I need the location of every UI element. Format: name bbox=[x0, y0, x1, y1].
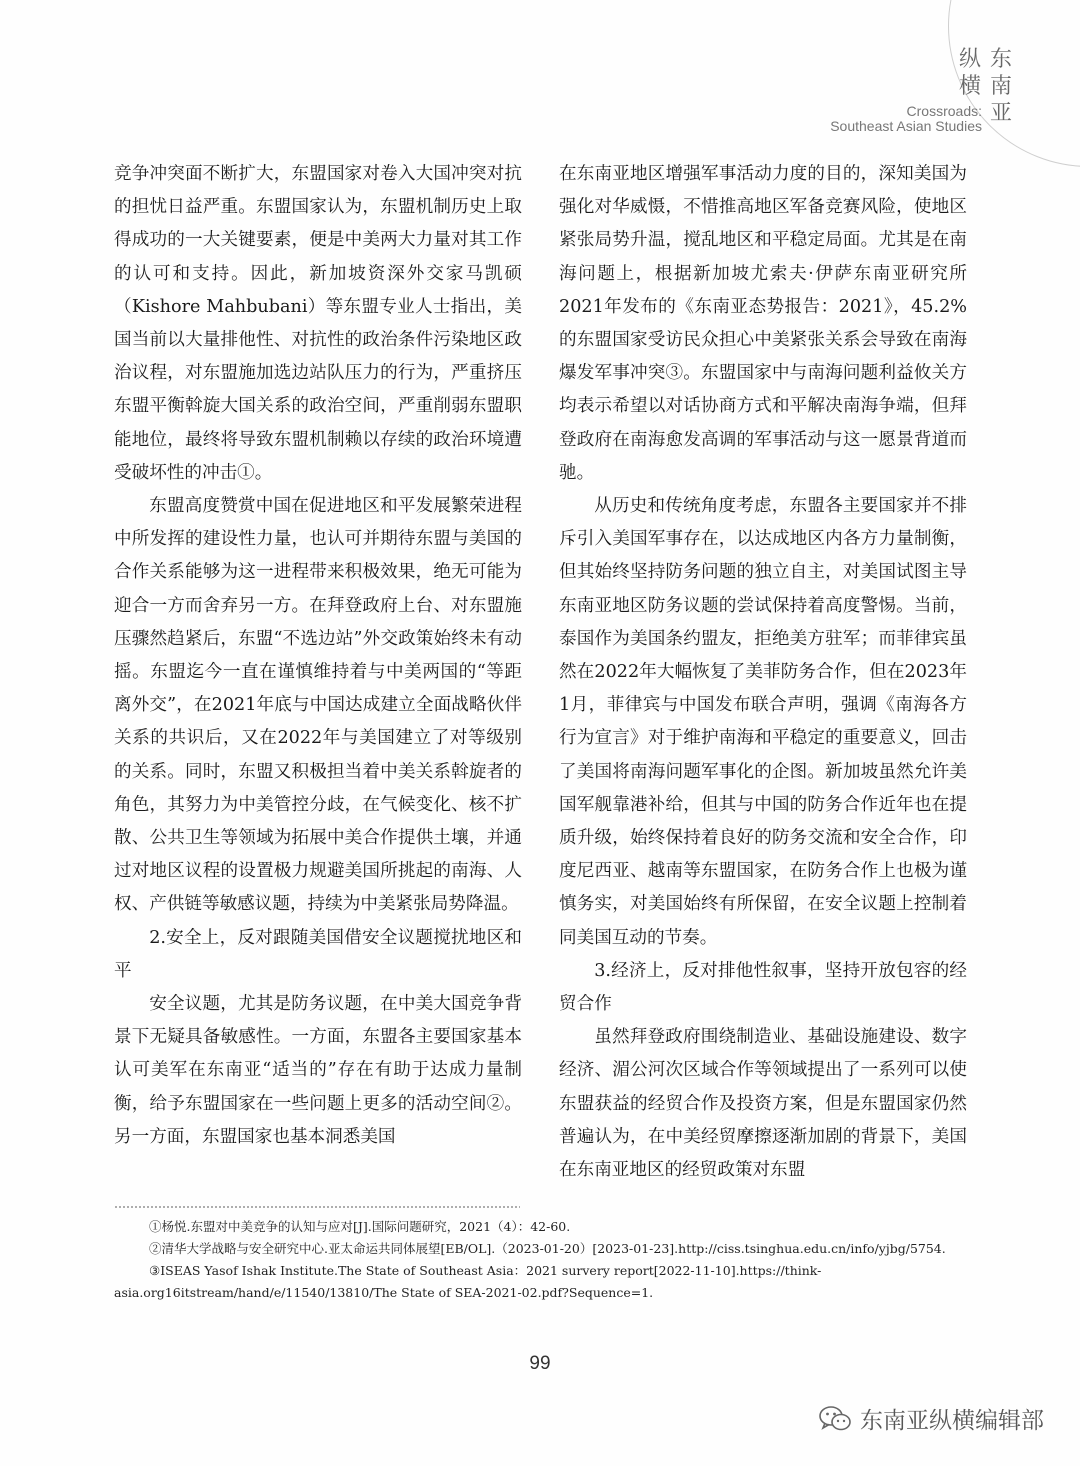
header-char: 亚 bbox=[989, 101, 1012, 126]
journal-title-chinese-right bbox=[989, 46, 1013, 127]
paragraph: 竞争冲突面不断扩大，东盟国家对卷入大国冲突对抗的担忧日益严重。东盟国家认为，东盟机制历史上取得成功的一大关键要素，便是中美两大力量对其工作的认可和支持。因此，新加坡资深外交家马凯硕（Kishore Mahbubani）等东盟专业人士指出，美国当前以大量排他性、对抗性的政治条件污染地区政治议程，对东盟施加选边站队压力的行为，严重挤压东盟平衡斡旋大国关系的政治空间，严重削弱东盟职能地位，最终将导致东盟机制赖以存续的政治环境遭受破坏性的冲击①。 bbox=[114, 164, 522, 483]
footnote: ③ISEAS Yasof Ishak Institute.The State of Southeast Asia：2021 survery report[2022-11-10].https://think-asia.org16itstream/hand/e/11540/13810/The State of SEA-2021-02.pdf?Sequence=1. bbox=[114, 1263, 822, 1300]
journal-title-chinese-left bbox=[958, 46, 982, 100]
header-char: 横 bbox=[958, 74, 981, 99]
header-char: 东 bbox=[989, 47, 1012, 72]
header-char: 南 bbox=[989, 74, 1012, 99]
watermark-text: 东南亚纵横编辑部 bbox=[860, 1408, 1044, 1434]
right-column bbox=[559, 158, 967, 1187]
paragraph: 东盟高度赞赏中国在促进地区和平发展繁荣进程中所发挥的建设性力量，也认可并期待东盟与美国的合作关系能够为这一进程带来积极效果，绝无可能为迎合一方而舍弃另一方。在拜登政府上台、对东盟施压骤然趋紧后，东盟“不选边站”外交政策始终未有动摇。东盟迄今一直在谨慎维持着与中美两国的“等距离外交”，在2021年底与中国达成建立全面战略伙伴关系的共识后，又在2022年与美国建立了对等级别的关系。同时，东盟又积极担当着中美关系斡旋者的角色，其努力为中美管控分歧，在气候变化、核不扩散、公共卫生等领域为拓展中美合作提供土壤，并通过对地区议程的设置极力规避美国所挑起的南海、人权、产供链等敏感议题，持续为中美紧张局势降温。 bbox=[114, 496, 522, 915]
journal-header bbox=[780, 0, 1080, 165]
section-heading: 2.安全上，反对跟随美国借安全议题搅扰地区和平 bbox=[114, 927, 522, 981]
journal-title-english-line: Southeast Asian Studies bbox=[830, 118, 982, 134]
journal-title-english bbox=[830, 104, 982, 134]
section-heading: 3.经济上，反对排他性叙事，坚持开放包容的经贸合作 bbox=[559, 960, 967, 1015]
footnotes bbox=[114, 1216, 968, 1304]
wechat-icon bbox=[818, 1404, 852, 1434]
footnote: ①杨悦.东盟对中美竞争的认知与应对[J].国际问题研究，2021（4）：42-60. bbox=[149, 1219, 571, 1234]
left-column bbox=[114, 158, 522, 1154]
page-number: 99 bbox=[529, 1353, 551, 1374]
paragraph: 虽然拜登政府围绕制造业、基础设施建设、数字经济、湄公河次区域合作等领域提出了一系列可以使东盟获益的经贸合作及投资方案，但是东盟国家仍然普遍认为，在中美经贸摩擦逐渐加剧的背景下，美国在东南亚地区的经贸政策对东盟 bbox=[559, 1027, 967, 1181]
paragraph: 安全议题，尤其是防务议题，在中美大国竞争背景下无疑具备敏感性。一方面，东盟各主要国家基本认可美军在东南亚“适当的”存在有助于达成力量制衡，给予东盟国家在一些问题上更多的活动空间②。另一方面，东盟国家也基本洞悉美国 bbox=[114, 994, 522, 1147]
paragraph: 从历史和传统角度考虑，东盟各主要国家并不排斥引入美国军事存在，以达成地区内各方力量制衡，但其始终坚持防务问题的独立自主，对美国试图主导东南亚地区防务议题的尝试保持着高度警惕。当前，泰国作为美国条约盟友，拒绝美方驻军；而菲律宾虽然在2022年大幅恢复了美菲防务合作，但在2023年1月，菲律宾与中国发布联合声明，强调《南海各方行为宣言》对于维护南海和平稳定的重要意义，回击了美国将南海问题军事化的企图。新加坡虽然允许美国军舰靠港补给，但其与中国的防务合作近年也在提质升级，始终保持着良好的防务交流和安全合作，印度尼西亚、越南等东盟国家，在防务合作上也极为谨慎务实，对美国始终有所保留，在安全议题上控制着同美国互动的节奏。 bbox=[559, 496, 967, 948]
footnote: ②清华大学战略与安全研究中心.亚太命运共同体展望[EB/OL].（2023-01-20）[2023-01-23].http://ciss.tsinghua.edu.cn/info/yjbg/5754. bbox=[149, 1241, 946, 1256]
footnote-separator bbox=[114, 1204, 520, 1210]
header-char: 纵 bbox=[958, 47, 981, 72]
watermark bbox=[818, 1402, 1044, 1435]
paragraph: 在东南亚地区增强军事活动力度的目的，深知美国为强化对华威慑，不惜推高地区军备竞赛风险，使地区紧张局势升温，搅乱地区和平稳定局面。尤其是在南海问题上，根据新加坡尤索夫·伊萨东南亚研究所2021年发布的《东南亚态势报告：2021》，45.2%的东盟国家受访民众担心中美紧张关系会导致在南海爆发军事冲突③。东盟国家中与南海问题利益攸关方均表示希望以对话协商方式和平解决南海争端，但拜登政府在南海愈发高调的军事活动与这一愿景背道而驰。 bbox=[559, 164, 967, 483]
journal-title-english-line: Crossroads: bbox=[906, 103, 982, 119]
